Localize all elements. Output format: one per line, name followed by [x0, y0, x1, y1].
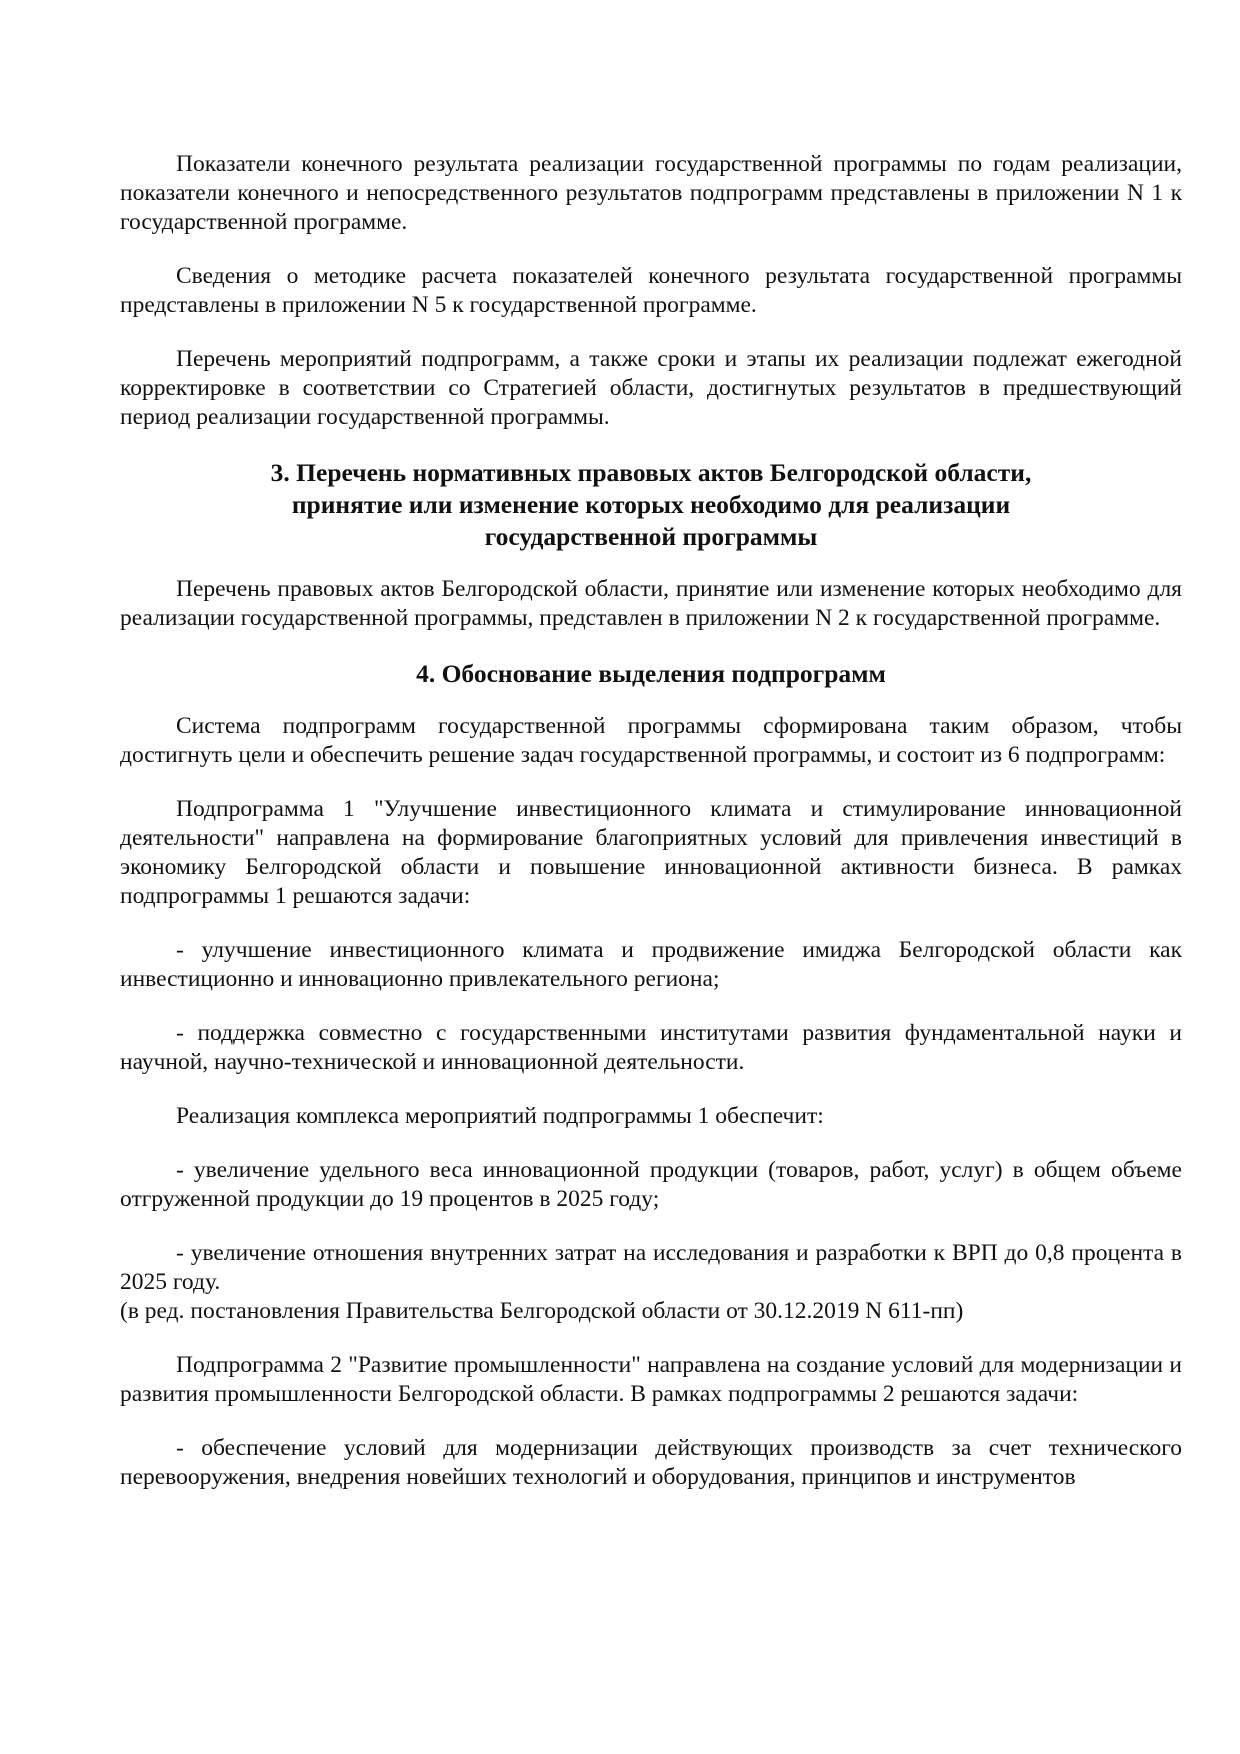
section-4-heading: [120, 658, 1182, 690]
paragraph-methodology: Сведения о методике расчета показателей конечного результата государственной программы представлены в приложении N 5 к государственной программе.: [120, 263, 1182, 318]
section-3-heading-line-2: принятие или изменение которых необходимо для реализации: [291, 490, 1011, 519]
paragraph-subprogram-system: Система подпрограмм государственной программы сформирована таким образом, чтобы достигнуть цели и обеспечить решение задач государственной программы, и состоит из 6 подпрограмм:: [120, 713, 1182, 768]
paragraph-measures-list: Перечень мероприятий подпрограмм, а также сроки и этапы их реализации подлежат ежегодной корректировке в соответствии со Стратегией области, достигнутых результатов в предшествующий период реализации государственной программы.: [120, 346, 1182, 430]
list-item-investment-climate: - улучшение инвестиционного климата и продвижение имиджа Белгородской области как инвестиционно и инновационно привлекательного региона;: [120, 937, 1182, 992]
paragraph-subprogram-2: Подпрограмма 2 "Развитие промышленности" направлена на создание условий для модернизации и развития промышленности Белгородской области. В рамках подпрограммы 2 решаются задачи:: [120, 1352, 1182, 1407]
section-3-heading-line-3: государственной программы: [484, 522, 818, 551]
paragraph-subprogram-1-results: Реализация комплекса мероприятий подпрограммы 1 обеспечит:: [176, 1103, 824, 1129]
list-item-innovation-share: - увеличение удельного веса инновационной продукции (товаров, работ, услуг) в общем объеме отгруженной продукции до 19 процентов в 2025 году;: [120, 1157, 1182, 1212]
section-3-heading: [120, 457, 1182, 553]
section-3-heading-line-1: 3. Перечень нормативных правовых актов Белгородской области,: [270, 458, 1032, 487]
list-item-science-support: - поддержка совместно с государственными институтами развития фундаментальной науки и научной, научно-технической и инновационной деятельности.: [120, 1020, 1182, 1075]
list-item-modernization: - обеспечение условий для модернизации действующих производств за счет технического перевооружения, внедрения новейших технологий и оборудования, принципов и инструментов: [120, 1435, 1182, 1490]
paragraph-subprogram-1: Подпрограмма 1 "Улучшение инвестиционного климата и стимулирование инновационной деятельности" направлена на формирование благоприятных условий для привлечения инвестиций в экономику Белгородской области и повышение инновационной активности бизнеса. В рамках подпрограммы 1 решаются задачи:: [120, 796, 1182, 909]
document-page: [120, 150, 1182, 1517]
amendment-note: (в ред. постановления Правительства Белгородской области от 30.12.2019 N 611-пп): [120, 1298, 964, 1324]
paragraph-legal-acts: Перечень правовых актов Белгородской области, принятие или изменение которых необходимо для реализации государственной программы, представлен в приложении N 2 к государственной программе.: [120, 576, 1182, 631]
section-4-heading-text: 4. Обоснование выделения подпрограмм: [416, 659, 886, 688]
list-item-research-costs: - увеличение отношения внутренних затрат на исследования и разработки к ВРП до 0,8 процента в 2025 году.: [120, 1240, 1182, 1295]
paragraph-results-indicators: Показатели конечного результата реализации государственной программы по годам реализации, показатели конечного и непосредственного результатов подпрограмм представлены в приложении N 1 к государственной программе.: [120, 151, 1182, 235]
